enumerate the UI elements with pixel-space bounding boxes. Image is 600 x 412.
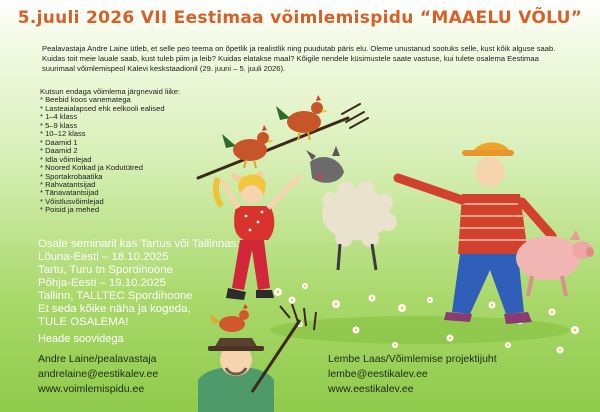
rooster-right	[276, 95, 328, 140]
contact-name: Lembe Laas/Võimlemise projektijuht	[328, 353, 497, 365]
invite-item: * 1–4 klass	[40, 112, 78, 122]
invite-section	[40, 88, 230, 215]
seminar-info	[38, 238, 278, 329]
invite-item: * Tänavatantsijad	[40, 188, 99, 198]
intro-paragraph: Pealavastaja Andre Laine ütleb, et selle peo teema on õpetlik ja realistlik ning puudutab päris elu. Oleme unustanud sootuks selle, kust kõik alguse saab. Kuidas toit meie lauale saab, kust tuleb piim ja leib? Kuidas elatakse maal? Kõigile nendele küsimustele saate vastuse, kui tulete osalema Eestimaa suurimaal võimlemispeol Kalevi keskstaadionil (29. juuni – 5. juuli 2026).	[42, 44, 556, 74]
contact-website[interactable]: www.voimlemispidu.ee	[38, 383, 145, 395]
invite-item: * Võistlusvõimlejad	[40, 196, 104, 206]
invite-item: * Daamid 1	[40, 137, 78, 147]
contact-director	[38, 352, 158, 397]
seminar-line: Osale seminaril kas Tartus või Tallinnas:	[38, 238, 240, 250]
greeting: Heade soovidega	[38, 333, 124, 345]
invite-item: * Daamid 2	[40, 146, 78, 156]
invite-lead: Kutsun endaga võimlema järgnevaid liike:	[40, 87, 181, 96]
invite-item: * Lasteaialapsed ehk eelkooli ealised	[40, 103, 165, 113]
page-title: 5.juuli 2026 VII Eestimaa võimlemispidu “MAAELU VÕLU”	[17, 8, 583, 28]
contact-name: Andre Laine/pealavastaja	[38, 353, 157, 365]
man-figure	[398, 142, 552, 324]
contact-project-manager	[328, 352, 497, 397]
invite-item: * Sportakrobaatika	[40, 171, 103, 181]
invite-item: * Rahvatantsijad	[40, 179, 96, 189]
invite-item: * Noored Kotkad ja Kodutütred	[40, 163, 144, 173]
invite-item: * 10–12 klass	[40, 129, 86, 139]
seminar-line: TULE OSALEMA!	[38, 316, 129, 328]
contact-email[interactable]: andrelaine@eestikalev.ee	[38, 368, 159, 380]
sheep-figure	[306, 146, 397, 270]
seminar-line: Lõuna-Eesti – 18.10.2025	[38, 251, 169, 263]
seminar-line: Tallinn, TALLTEC Spordihoone	[38, 290, 193, 302]
contact-website[interactable]: www.eestikalev.ee	[328, 383, 414, 395]
invite-item: * Beebid koos vanematega	[40, 95, 131, 105]
seminar-line: Põhja-Eesti – 19.10.2025	[38, 277, 166, 289]
seminar-line: Et seda kõike näha ja kogeda,	[38, 303, 191, 315]
seminar-line: Tartu, Turu tn Spordihoone	[38, 264, 173, 276]
pig-figure	[516, 230, 594, 296]
contact-email[interactable]: lembe@eestikalev.ee	[328, 368, 428, 380]
invite-item: * Idla võimlejad	[40, 154, 92, 164]
invite-item: * 5–9 klass	[40, 120, 78, 130]
invite-item: * Poisid ja mehed	[40, 205, 100, 215]
